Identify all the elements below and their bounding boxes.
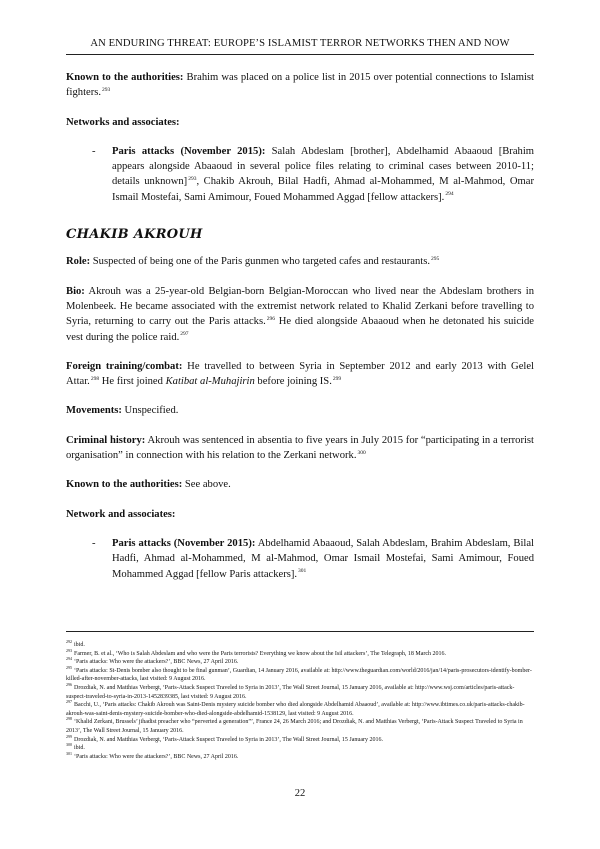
bio-text: Akrouh was a 25-year-old Belgian-born Belgian-Moroccan who lived near the Abdeslam brothers in Molenbeek. He became associated with the extremist network related to Khalid Zerkani before travelling to Syria, returning to carry out the Paris attacks. [66,285,534,328]
bullet-dash: - [92,145,96,157]
footnote [66,664,534,684]
footnote-ref[interactable]: 295 [431,255,440,262]
footnote-text: Drozdiak, N. and Matthias Verbergt, ‘Paris-Attack Suspect Traveled to Syria in 2013’, The Wall Street Journal, 15 January 2016, available at: http://www.wsj.com/articles/paris-attack-suspect-traveled-to-syria-in-2013-1452839385, last visited: 9 August 2016. [66,684,515,700]
main-body [66,70,534,596]
footnote [66,750,534,762]
footnote [66,744,534,753]
footnote-number: 300 [66,742,72,748]
footnote-text: ibid. [74,745,85,752]
brahim-paris-text-2: , Chakib Akrouh, Bilal Hadfi, Ahmad al-Mohammed, M al-Mahmod, Omar Ismail Mostefai, Sami Amimour, Foued Mohammed Aggad [fellow attackers]. [112,176,534,203]
chakib-known-paragraph [66,477,534,492]
movements-label: Movements: [66,405,122,417]
footnote-text: ‘Paris attacks: Who were the attackers?’, BBC News, 27 April 2016. [74,659,239,666]
footnote-text: ‘Khalid Zerkani, Brussels’ jihadist preacher who “perverted a generation”’, France 24, 26 March 2016; and Drozdiak, N. and Matthias Verbergt, ‘Paris-Attack Suspect Traveled to Syria in 2013’, The Wall Street Journal, 15 January 2016. [66,719,523,734]
footnote-number: 293 [66,647,72,653]
movements-text: Unspecified. [121,405,179,417]
footnote-number: 296 [66,681,72,687]
chakib-criminal-paragraph [66,433,534,464]
page-number: 22 [294,788,306,799]
footnote-number: 292 [66,639,72,644]
running-header: AN ENDURING THREAT: EUROPE’S ISLAMIST TERROR NETWORKS THEN AND NOW [90,38,510,49]
footnote-ref[interactable]: 293 [102,86,111,93]
footnote-number: 301 [66,750,72,756]
bullet-dash: - [92,537,96,549]
footnote-ref[interactable]: 296 [266,315,275,322]
networks-label: Network and associates: [66,508,176,520]
footnote-number: 298 [66,716,72,722]
bio-label: Bio: [66,285,85,297]
brahim-known-paragraph [66,70,534,101]
section-heading-chakib-akrouh: CHAKIB AKROUH [66,227,203,243]
footnote-ref[interactable]: 294 [445,191,454,198]
group-name: Katibat al-Muhajirin [165,376,255,388]
known-text: See above. [182,479,231,491]
criminal-text: Akrouh was sentenced in absentia to five years in July 2015 for “participating in a terrorist organisation” in connection with his relation to the Zerkani network. [66,434,534,462]
footnote-number: 297 [66,699,72,705]
known-label: Known to the authorities: [66,479,183,491]
brahim-networks-heading [66,115,534,130]
training-text-2: He first joined [99,376,166,388]
brahim-networks-label: Networks and associates: [66,116,180,128]
footnote-text: ‘Paris attacks: Who were the attackers?’, BBC News, 27 April 2016. [74,753,239,760]
footnote [66,647,534,662]
footnote [66,701,534,718]
chakib-paris-bullet [66,536,534,582]
chakib-training-paragraph [66,359,534,390]
training-text: He travelled to between Syria in September 2012 and early 2013 with Gelel Attar. [66,360,534,388]
bullet-text [112,536,534,582]
footnote-ref[interactable]: 293 [188,175,197,182]
footnote [66,718,534,735]
chakib-movements-paragraph [66,403,534,418]
brahim-paris-text: Salah Abdeslam [brother], Abdelhamid Abaaoud [Brahim appears alongside Abaaoud in several police files relating to criminal cases between 2010-11; details unknown] [112,145,534,188]
footnote-ref[interactable]: 299 [332,375,342,382]
footnote-text: ‘Paris attacks: St-Denis bomber also thought to be final gunman’, Guardian, 14 January 2016, available at: http://www.theguardian.com/world/2016/jan/14/paris-prosecutors-identify-bomber-killed-after-november-attacks, last visited: 9 August 2016. [66,667,532,683]
footnote-text: Drozdiak, N. and Matthias Verbergt, ‘Paris-Attack Suspect Traveled to Syria in 2013’, The Wall Street Journal, 15 January 2016. [74,736,384,743]
footnote [66,641,534,650]
chakib-paris-label: Paris attacks (November 2015): [112,537,256,549]
footnote-text: ibid. [74,642,85,648]
bio-text-2: He died alongside Abaaoud when he detonated his suicide vest during the police raid. [66,316,534,343]
footnote [66,658,534,667]
brahim-known-label: Known to the authorities: [66,72,184,83]
role-text: Suspected of being one of the Paris gunmen who targeted cafes and restaurants. [90,256,431,268]
chakib-bio-paragraph [66,284,534,345]
footnote-text: Farmer, B. et al., ‘Who is Salah Abdeslam and who were the Paris terrorists? Everything we know about the Isil attackers’, The Telegraph, 18 March 2016. [74,650,447,657]
footnote-text: Bacchi, U., ‘Paris attacks: Chakib Akrouh was Saint-Denis mystery suicide bomber who died alongside Abdelhamid Abaaoud’, available at: http://www.ibtimes.co.uk/paris-attacks-chakib-akrouh-was-saint-denis-mystery-suicide-bomber-who-died-alongside-abdelhamid-1538129, last visited: 9 August 2016. [66,702,525,717]
header-rule [66,54,534,55]
role-label: Role: [66,256,91,268]
chakib-networks-heading [66,507,534,522]
footnote-ref[interactable]: 301 [298,568,307,574]
brahim-paris-bullet [66,144,534,205]
footnote-ref[interactable]: 300 [357,449,366,456]
footnote-number: 295 [66,664,72,670]
chakib-paris-text: Abdelhamid Abaaoud, Salah Abdeslam, Brahim Abdeslam, Bilal Hadfi, Ahmad al-Mohammed, M al-Mahmod, Omar Ismail Mostefai, Sami Amimour, Foued Mohammed Aggad [fellow Paris attackers]. [112,537,534,580]
footnotes [66,641,534,761]
footnote-rule [66,631,534,632]
footnote [66,681,534,701]
footnote-ref[interactable]: 297 [180,331,189,338]
training-label: Foreign training/combat: [66,360,183,372]
footnote [66,733,534,748]
footnote-number: 294 [66,656,72,662]
chakib-role-paragraph [66,254,534,269]
brahim-known-text: Brahim was placed on a police list in 2015 over potential connections to Islamist fighters. [66,72,534,99]
training-text-3: before joining IS. [254,376,332,388]
footnote-number: 299 [66,733,72,739]
bullet-text [112,144,534,205]
criminal-label: Criminal history: [66,434,146,446]
brahim-paris-label: Paris attacks (November 2015): [112,145,266,157]
footnote-ref[interactable]: 298 [90,375,100,382]
